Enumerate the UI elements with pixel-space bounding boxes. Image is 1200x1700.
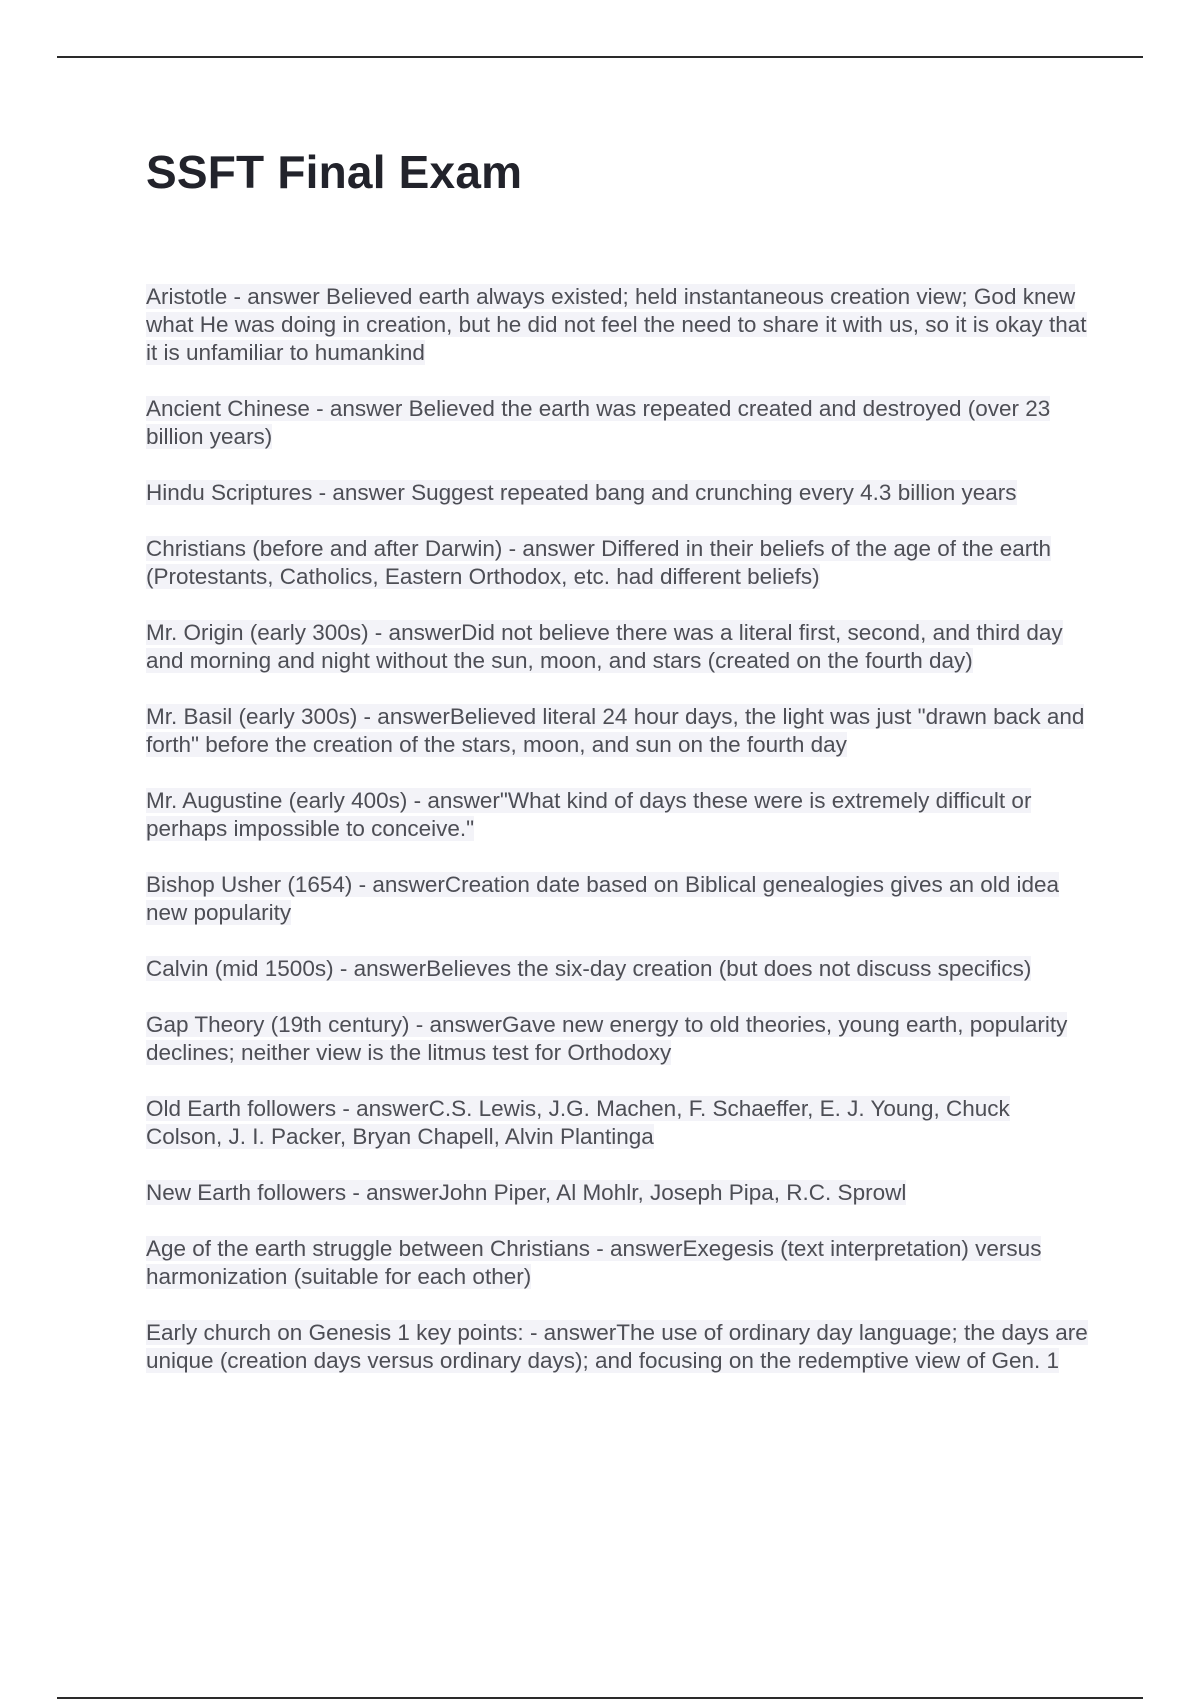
- entry-text: Hindu Scriptures - answer Suggest repeated bang and crunching every 4.3 billion years: [146, 480, 1017, 505]
- entry-aristotle: [146, 283, 1091, 367]
- entry-text: Aristotle - answer Believed earth always existed; held instantaneous creation view; God knew what He was doing in creation, but he did not feel the need to share it with us, so it is okay that it is unfamiliar to humankind: [146, 284, 1087, 365]
- entry-bishop-usher: [146, 871, 1091, 927]
- entry-text: Mr. Basil (early 300s) - answerBelieved literal 24 hour days, the light was just "drawn back and forth" before the creation of the stars, moon, and sun on the fourth day: [146, 704, 1085, 757]
- entry-mr-augustine: [146, 787, 1091, 843]
- entry-text: Ancient Chinese - answer Believed the earth was repeated created and destroyed (over 23 billion years): [146, 396, 1051, 449]
- entry-list: [146, 283, 1091, 1403]
- entry-ancient-chinese: [146, 395, 1091, 451]
- entry-text: Bishop Usher (1654) - answerCreation date based on Biblical genealogies gives an old idea new popularity: [146, 872, 1060, 925]
- entry-mr-origin: [146, 619, 1091, 675]
- bottom-divider: [57, 1697, 1143, 1699]
- entry-text: Early church on Genesis 1 key points: - answerThe use of ordinary day language; the days are unique (creation days versus ordinary days); and focusing on the redemptive view of Gen. 1: [146, 1320, 1088, 1373]
- entry-text: Mr. Origin (early 300s) - answerDid not believe there was a literal first, second, and third day and morning and night without the sun, moon, and stars (created on the fourth day): [146, 620, 1063, 673]
- entry-calvin: [146, 955, 1091, 983]
- entry-old-earth-followers: [146, 1095, 1091, 1151]
- entry-text: Age of the earth struggle between Christians - answerExegesis (text interpretation) versus harmonization (suitable for each other): [146, 1236, 1042, 1289]
- entry-text: Gap Theory (19th century) - answerGave new energy to old theories, young earth, popularity declines; neither view is the litmus test for Orthodoxy: [146, 1012, 1068, 1065]
- entry-text: Old Earth followers - answerC.S. Lewis, J.G. Machen, F. Schaeffer, E. J. Young, Chuck Colson, J. I. Packer, Bryan Chapell, Alvin Plantinga: [146, 1096, 1010, 1149]
- entry-age-of-earth-struggle: [146, 1235, 1091, 1291]
- entry-new-earth-followers: [146, 1179, 1091, 1207]
- entry-text: Mr. Augustine (early 400s) - answer"What kind of days these were is extremely difficult or perhaps impossible to conceive.": [146, 788, 1032, 841]
- entry-christians: [146, 535, 1091, 591]
- top-divider: [57, 56, 1143, 58]
- entry-early-church-genesis: [146, 1319, 1091, 1375]
- entry-gap-theory: [146, 1011, 1091, 1067]
- entry-text: Christians (before and after Darwin) - answer Differed in their beliefs of the age of the earth (Protestants, Catholics, Eastern Orthodox, etc. had different beliefs): [146, 536, 1052, 589]
- entry-mr-basil: [146, 703, 1091, 759]
- entry-text: New Earth followers - answerJohn Piper, Al Mohlr, Joseph Pipa, R.C. Sprowl: [146, 1180, 907, 1205]
- entry-hindu-scriptures: [146, 479, 1091, 507]
- entry-text: Calvin (mid 1500s) - answerBelieves the six-day creation (but does not discuss specifics): [146, 956, 1032, 981]
- page-title: SSFT Final Exam: [146, 146, 523, 198]
